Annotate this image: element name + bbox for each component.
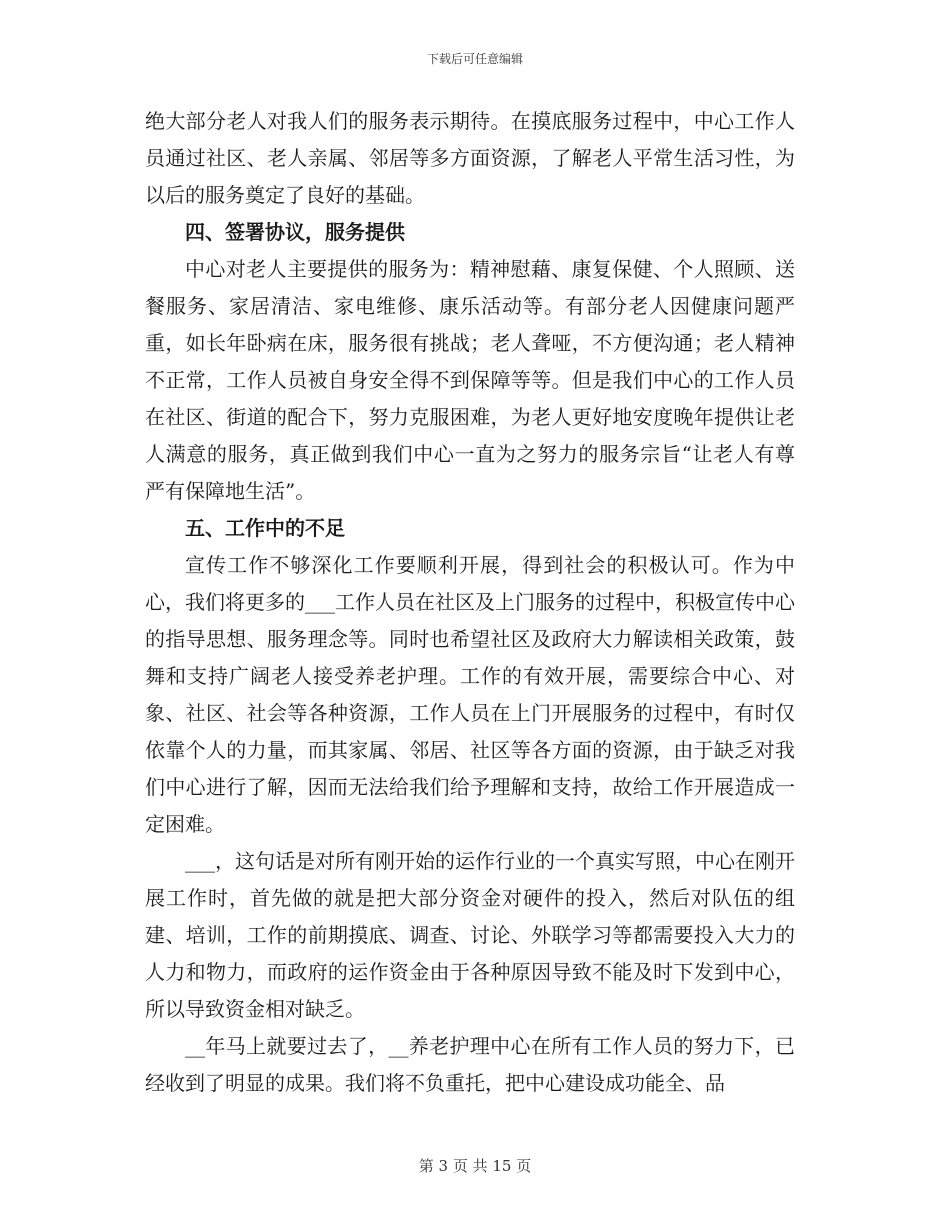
page-footer: 第 3 页 共 15 页 <box>418 1157 532 1175</box>
section-heading: 四、签署协议，服务提供 <box>185 220 405 244</box>
paragraph: 绝大部分老人对我人们的服务表示期待。在摸底服务过程中，中心工作人员通过社区、老人亲属、邻居等多方面资源，了解老人平常生活习性，为以后的服务奠定了良好的基础。 <box>145 109 795 207</box>
document-body <box>145 103 795 1102</box>
paragraph: 宣传工作不够深化工作要顺利开展，得到社会的积极认可。作为中心，我们将更多的___工作人员在社区及上门服务的过程中，积极宣传中心的指导思想、服务理念等。同时也希望社区及政府大力解读相关政策，鼓舞和支持广阔老人接受养老护理。工作的有效开展，需要综合中心、对象、社区、社会等各种资源，工作人员在上门开展服务的过程中，有时仅依靠个人的力量，而其家属、邻居、社区等各方面的资源，由于缺乏对我们中心进行了解，因而无法给我们给予理解和支持，故给工作开展造成一定困难。 <box>145 553 795 836</box>
paragraph: __年马上就要过去了，__养老护理中心在所有工作人员的努力下，已经收到了明显的成果。我们将不负重托，把中心建设成功能全、品 <box>145 1034 795 1095</box>
paragraph: ___，这句话是对所有刚开始的运作行业的一个真实写照，中心在刚开展工作时，首先做的就是把大部分资金对硬件的投入，然后对队伍的组建、培训，工作的前期摸底、调查、讨论、外联学习等都需要投入大力的人力和物力，而政府的运作资金由于各种原因导致不能及时下发到中心，所以导致资金相对缺乏。 <box>145 849 795 1021</box>
page-header: 下载后可任意编辑 <box>426 52 523 66</box>
section-heading: 五、工作中的不足 <box>185 516 345 540</box>
paragraph: 中心对老人主要提供的服务为：精神慰藉、康复保健、个人照顾、送餐服务、家居清洁、家电维修、康乐活动等。有部分老人因健康问题严重，如长年卧病在床，服务很有挑战；老人聋哑，不方便沟通；老人精神不正常，工作人员被自身安全得不到保障等等。但是我们中心的工作人员在社区、街道的配合下，努力克服困难，为老人更好地安度晚年提供让老人满意的服务，真正做到我们中心一直为之努力的服务宗旨“让老人有尊严有保障地生活”。 <box>145 257 795 503</box>
